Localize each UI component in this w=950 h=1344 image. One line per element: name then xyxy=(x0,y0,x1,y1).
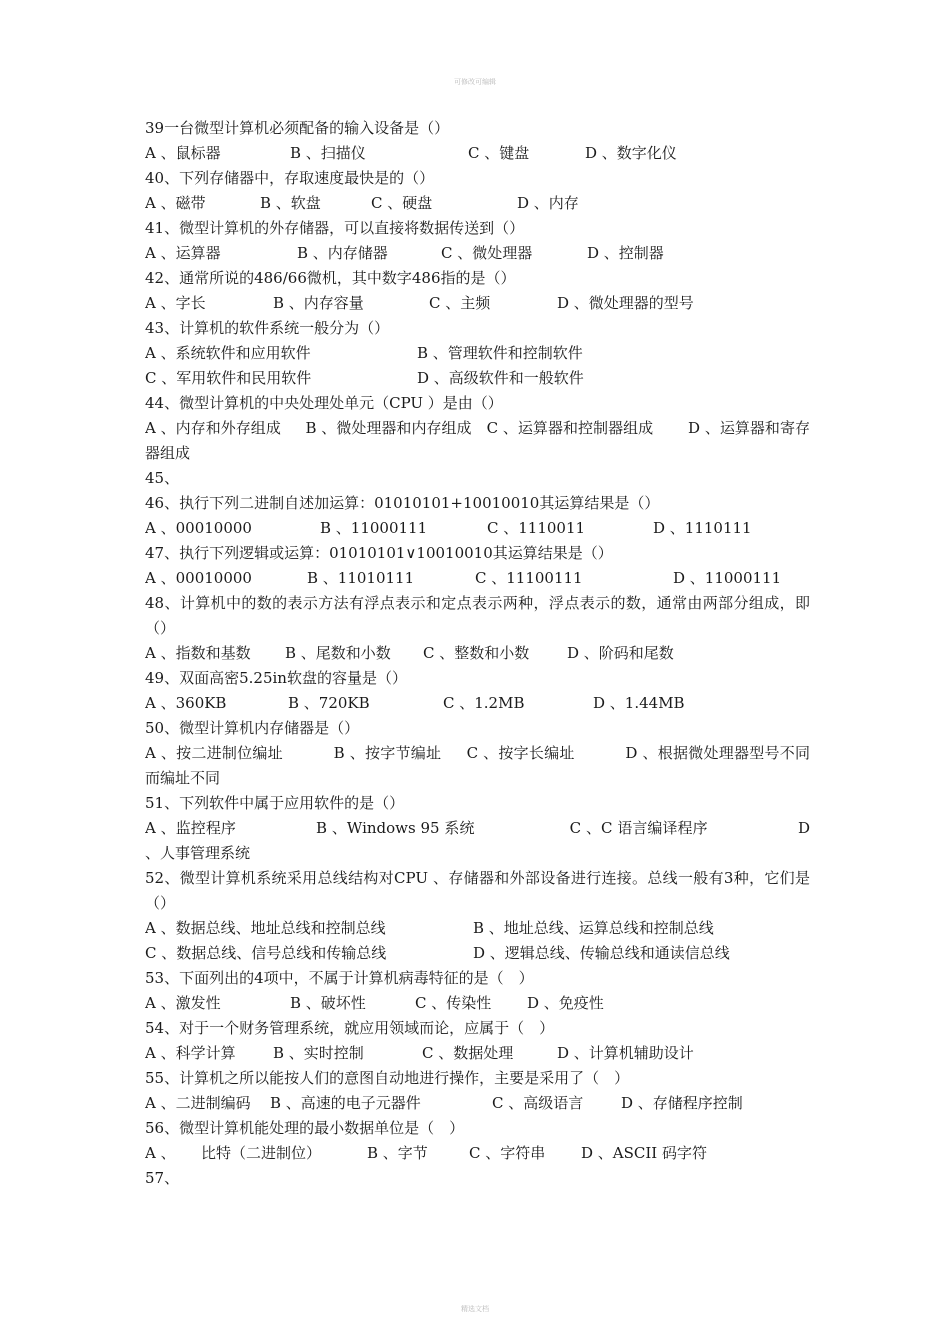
question-list xyxy=(145,116,810,1191)
answer-option: A 、二进制编码 xyxy=(145,1094,251,1112)
answer-option: C 、军用软件和民用软件 xyxy=(145,369,312,387)
question-line: 53、下面列出的4项中，不属于计算机病毒特征的是（ ） xyxy=(145,969,534,987)
question-line: 54、对于一个财务管理系统，就应用领域而论，应属于（ ） xyxy=(145,1019,555,1037)
answer-option: B 、11000111 xyxy=(320,519,428,537)
answer-option: B 、尾数和小数 xyxy=(285,644,391,662)
answer-option: D 、ASCII 码字符 xyxy=(581,1144,707,1162)
answer-option: D 、1110111 xyxy=(653,519,752,537)
answer-option: D 、11000111 xyxy=(673,569,782,587)
answer-option: D 、微处理器的型号 xyxy=(557,294,694,312)
wrapped-line: A 、按二进制位编址 B 、按字节编址 C 、按字长编址 D 、根据微处理器型号不同而编址不同 xyxy=(145,744,810,787)
answer-option: 比特（二进制位） xyxy=(201,1144,322,1162)
option-line xyxy=(145,991,810,1016)
wrapped-line: A 、监控程序 B 、Windows 95 系统 C 、C 语言编译程序 D 、人事管理系统 xyxy=(145,819,810,862)
answer-option: C 、键盘 xyxy=(468,144,530,162)
answer-option: B 、地址总线、运算总线和控制总线 xyxy=(473,919,714,937)
answer-option: D 、阶码和尾数 xyxy=(567,644,674,662)
answer-option: C 、1110011 xyxy=(487,519,586,537)
answer-option: C 、整数和小数 xyxy=(423,644,530,662)
answer-option: B 、内存容量 xyxy=(273,294,364,312)
answer-option: D 、计算机辅助设计 xyxy=(557,1044,694,1062)
answer-option: A 、系统软件和应用软件 xyxy=(145,344,311,362)
answer-option: A 、激发性 xyxy=(145,994,221,1012)
answer-option: D 、数字化仪 xyxy=(585,144,677,162)
answer-option: A 、鼠标器 xyxy=(145,144,221,162)
footer-note: 精选文档 xyxy=(461,1305,489,1313)
answer-option: A 、00010000 xyxy=(145,519,252,537)
question-line: 47、执行下列逻辑或运算：01010101∨10010010其运算结果是（） xyxy=(145,544,613,562)
option-line xyxy=(145,1041,810,1066)
option-line xyxy=(145,941,810,966)
wrapped-line: 52、微型计算机系统采用总线结构对CPU 、存储器和外部设备进行连接。总线一般有3种，它们是（） xyxy=(145,869,810,912)
answer-option: A 、数据总线、地址总线和控制总线 xyxy=(145,919,386,937)
option-line xyxy=(145,566,810,591)
answer-option: C 、传染性 xyxy=(415,994,492,1012)
answer-option: D 、1.44MB xyxy=(593,694,685,712)
answer-option: D 、内存 xyxy=(517,194,579,212)
option-line xyxy=(145,691,810,716)
answer-option: C 、微处理器 xyxy=(441,244,533,262)
answer-option: C 、11100111 xyxy=(475,569,583,587)
answer-option: C 、1.2MB xyxy=(443,694,525,712)
wrapped-line: 48、计算机中的数的表示方法有浮点表示和定点表示两种，浮点表示的数，通常由两部分组成，即（） xyxy=(145,594,810,637)
option-line xyxy=(145,141,810,166)
option-line xyxy=(145,516,810,541)
answer-option: C 、硬盘 xyxy=(371,194,433,212)
option-line xyxy=(145,291,810,316)
answer-option: A 、字长 xyxy=(145,294,206,312)
answer-option: A 、科学计算 xyxy=(145,1044,236,1062)
option-line xyxy=(145,366,810,391)
header-note: 可修改可编辑 xyxy=(454,78,496,86)
answer-option: C 、高级语言 xyxy=(492,1094,584,1112)
answer-option: B 、实时控制 xyxy=(273,1044,364,1062)
answer-option: A 、 xyxy=(145,1144,176,1162)
answer-option: B 、720KB xyxy=(288,694,370,712)
question-line: 45、 xyxy=(145,469,180,487)
answer-option: A 、360KB xyxy=(145,694,227,712)
answer-option: B 、高速的电子元器件 xyxy=(270,1094,421,1112)
answer-option: D 、免疫性 xyxy=(527,994,604,1012)
answer-option: D 、存储程序控制 xyxy=(621,1094,743,1112)
answer-option: D 、逻辑总线、传输总线和通读信总线 xyxy=(473,944,730,962)
answer-option: C 、数据总线、信号总线和传输总线 xyxy=(145,944,387,962)
answer-option: C 、主频 xyxy=(429,294,491,312)
answer-option: B 、扫描仪 xyxy=(290,144,366,162)
answer-option: B 、软盘 xyxy=(260,194,321,212)
option-line xyxy=(145,341,810,366)
answer-option: C 、字符串 xyxy=(469,1144,546,1162)
answer-option: B 、字节 xyxy=(367,1144,428,1162)
answer-option: A 、00010000 xyxy=(145,569,252,587)
option-line xyxy=(145,641,810,666)
answer-option: A 、指数和基数 xyxy=(145,644,251,662)
question-line: 51、下列软件中属于应用软件的是（） xyxy=(145,794,405,812)
answer-option: D 、高级软件和一般软件 xyxy=(417,369,584,387)
question-line: 49、双面高密5.25in软盘的容量是（） xyxy=(145,669,407,687)
answer-option: C 、数据处理 xyxy=(422,1044,514,1062)
question-line: 46、执行下列二进制自述加运算：01010101+10010010其运算结果是（） xyxy=(145,494,660,512)
wrapped-line: A 、内存和外存组成 B 、微处理器和内存组成 C 、运算器和控制器组成 D 、运算器和寄存器组成 xyxy=(145,419,810,462)
option-line xyxy=(145,241,810,266)
answer-option: B 、内存储器 xyxy=(297,244,388,262)
answer-option: B 、破坏性 xyxy=(290,994,366,1012)
answer-option: B 、管理软件和控制软件 xyxy=(417,344,583,362)
option-line xyxy=(145,1141,810,1166)
question-line: 56、微型计算机能处理的最小数据单位是（ ） xyxy=(145,1119,465,1137)
question-line: 42、通常所说的486/66微机，其中数字486指的是（） xyxy=(145,269,516,287)
question-line: 43、计算机的软件系统一般分为（） xyxy=(145,319,390,337)
answer-option: A 、运算器 xyxy=(145,244,221,262)
question-line: 40、下列存储器中，存取速度最快是的（） xyxy=(145,169,435,187)
question-line: 41、微型计算机的外存储器，可以直接将数据传送到（） xyxy=(145,219,525,237)
question-line: 57、 xyxy=(145,1169,180,1187)
question-line: 50、微型计算机内存储器是（） xyxy=(145,719,360,737)
option-line xyxy=(145,916,810,941)
answer-option: D 、控制器 xyxy=(587,244,664,262)
question-line: 44、微型计算机的中央处理处单元（CPU ）是由（） xyxy=(145,394,503,412)
option-line xyxy=(145,191,810,216)
question-line: 39一台微型计算机必须配备的输入设备是（） xyxy=(145,119,450,137)
option-line xyxy=(145,1091,810,1116)
question-line: 55、计算机之所以能按人们的意图自动地进行操作，主要是采用了（ ） xyxy=(145,1069,630,1087)
answer-option: B 、11010111 xyxy=(307,569,415,587)
answer-option: A 、磁带 xyxy=(145,194,206,212)
